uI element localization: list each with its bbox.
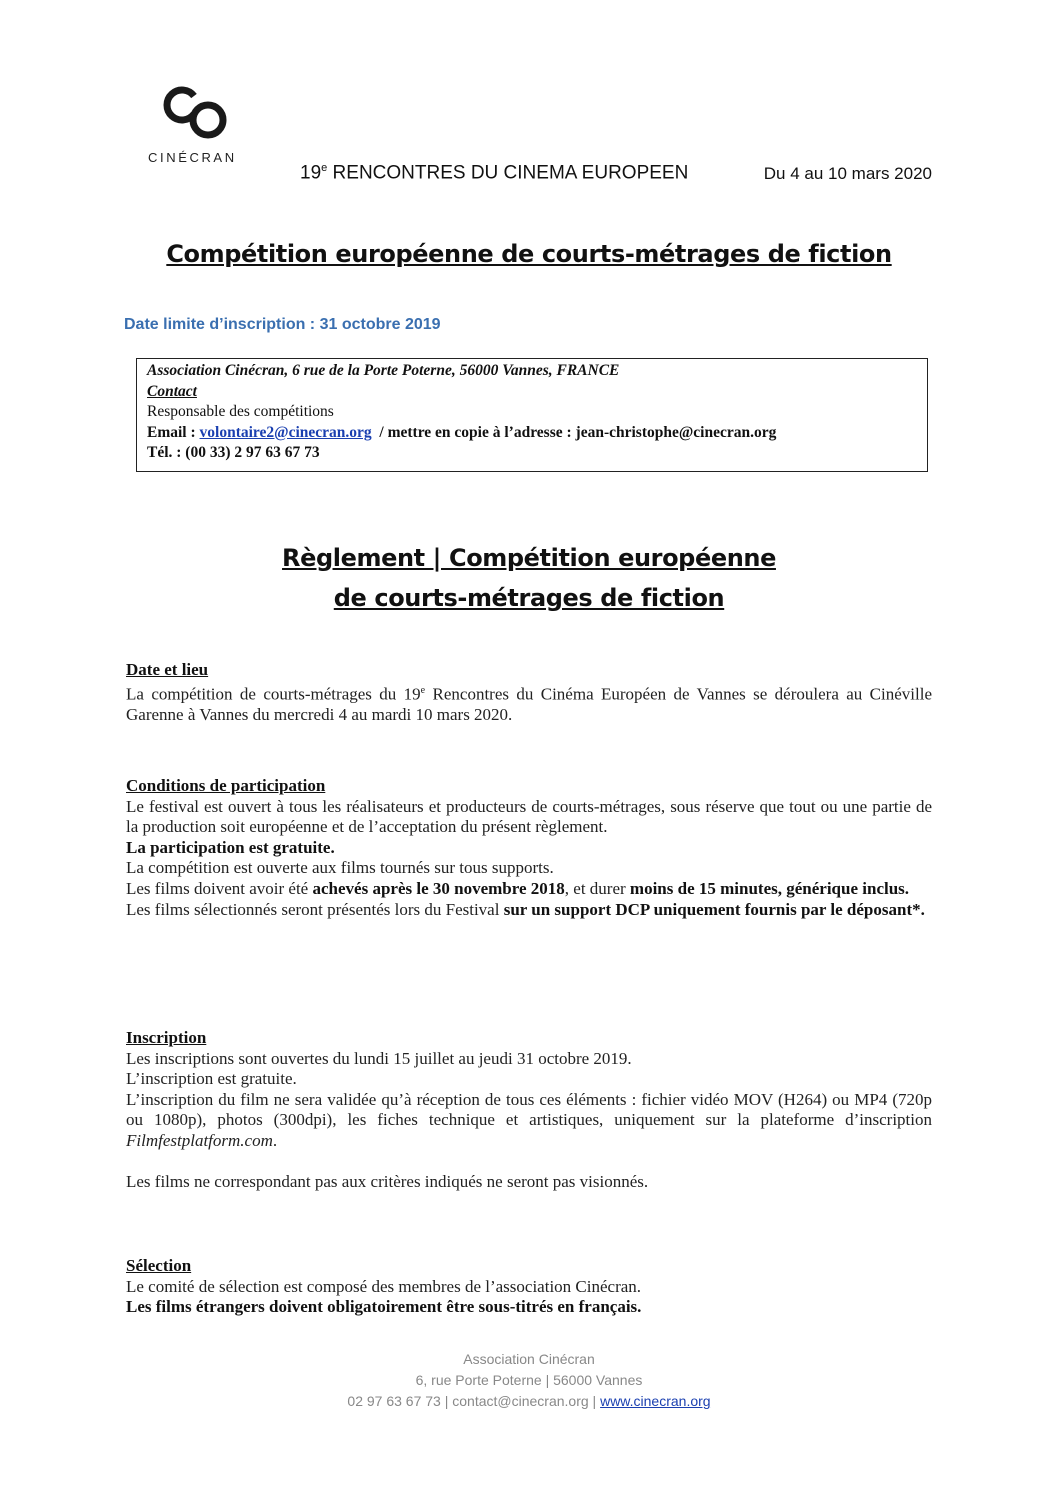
event-header	[300, 162, 932, 184]
cinecran-logo-icon	[162, 82, 232, 144]
section-heading: Sélection	[126, 1256, 192, 1275]
event-ordinal: e	[321, 162, 328, 174]
section-paragraph: La compétition est ouverte aux films tournés sur tous supports.	[126, 858, 554, 878]
page-footer	[0, 1349, 1058, 1412]
section-inscription	[126, 1028, 932, 1192]
logo-wordmark: CINÉCRAN	[148, 150, 237, 165]
section-heading: Conditions de participation	[126, 776, 326, 795]
contact-label: Contact	[147, 382, 197, 400]
contact-responsible: Responsable des compétitions	[147, 403, 334, 420]
section-paragraph: Le comité de sélection est composé des membres de l’association Cinécran.	[126, 1276, 642, 1296]
website-link[interactable]: www.cinecran.org	[600, 1393, 711, 1409]
section-selection	[126, 1256, 932, 1318]
section-paragraph: Les inscriptions sont ouvertes du lundi 15 juillet au jeudi 31 octobre 2019.	[126, 1048, 632, 1068]
text-fragment: La compétition de courts-métrages du 19	[126, 684, 421, 704]
section-paragraph	[126, 681, 932, 726]
regulation-title-line2: de courts-métrages de fiction	[333, 584, 725, 612]
section-date-lieu	[126, 660, 932, 725]
footer-contact: 02 97 63 67 73 | contact@cinecran.org |	[347, 1393, 601, 1409]
text-bold: sur un support DCP uniquement fournis par le déposant*.	[503, 899, 925, 919]
text-fragment: .	[272, 1130, 278, 1150]
event-dates: Du 4 au 10 mars 2020	[763, 164, 932, 183]
text-italic: Filmfestplatform.com	[126, 1130, 273, 1150]
section-paragraph: Les films ne correspondant pas aux critères indiqués ne seront pas visionnés.	[126, 1171, 649, 1191]
text-bold: moins de 15 minutes, générique inclus.	[629, 878, 910, 898]
registration-deadline: Date limite d’inscription : 31 octobre 2019	[124, 316, 441, 333]
email-cc: / mettre en copie à l’adresse : jean-christophe@cinecran.org	[379, 423, 777, 441]
text-fragment: L’inscription du film ne sera validée qu’à réception de tous ces éléments : fichier vidéo MOV (H264) ou MP4 (720p ou 1080p), photos (300dpi), les fiches technique et artistiques, uniquement sur la plateforme d’inscription	[126, 1089, 932, 1130]
regulation-title-line1: Règlement | Compétition européenne	[282, 544, 776, 572]
text-fragment: Les films sélectionnés seront présentés lors du Festival	[126, 899, 504, 919]
text-fragment: Rencontres du Cinéma Européen de Vannes se déroulera au Cinéville Garenne à Vannes du mercredi 4 au mardi 10 mars 2020.	[126, 684, 932, 724]
email-label: Email :	[147, 423, 200, 441]
contact-phone: Tél. : (00 33) 2 97 63 67 73	[147, 444, 320, 461]
cinecran-logo	[148, 82, 246, 165]
section-paragraph: Les films étrangers doivent obligatoirement être sous-titrés en français.	[126, 1297, 642, 1317]
contact-address: Association Cinécran, 6 rue de la Porte Poterne, 56000 Vannes, FRANCE	[147, 362, 620, 379]
section-heading: Date et lieu	[126, 660, 209, 679]
section-paragraph: L’inscription est gratuite.	[126, 1069, 297, 1089]
contact-email-line	[147, 423, 917, 444]
section-paragraph	[126, 1090, 932, 1152]
footer-line: 6, rue Porte Poterne | 56000 Vannes	[415, 1372, 643, 1388]
text-fragment: , et durer	[564, 878, 630, 898]
section-paragraph	[126, 879, 932, 900]
page-title: Compétition européenne de courts-métrages de fiction	[166, 240, 892, 268]
event-number: 19	[300, 162, 322, 184]
email-link[interactable]: volontaire2@cinecran.org	[199, 423, 372, 441]
section-paragraph	[126, 900, 932, 921]
event-name: RENCONTRES DU CINEMA EUROPEEN	[332, 162, 689, 184]
text-bold: achevés après le 30 novembre 2018	[312, 878, 565, 898]
text-sup: e	[420, 684, 426, 696]
section-paragraph: La participation est gratuite.	[126, 837, 335, 857]
section-conditions	[126, 776, 932, 920]
section-heading: Inscription	[126, 1028, 207, 1047]
section-paragraph: Le festival est ouvert à tous les réalisateurs et producteurs de courts-métrages, sous réserve que tout ou une partie de la production soit européenne et de l’acceptation du présent règlement.	[126, 796, 932, 837]
text-fragment: Les films doivent avoir été	[126, 878, 313, 898]
contact-box	[136, 358, 928, 472]
footer-line: Association Cinécran	[463, 1351, 595, 1367]
footer-line	[0, 1391, 1058, 1412]
